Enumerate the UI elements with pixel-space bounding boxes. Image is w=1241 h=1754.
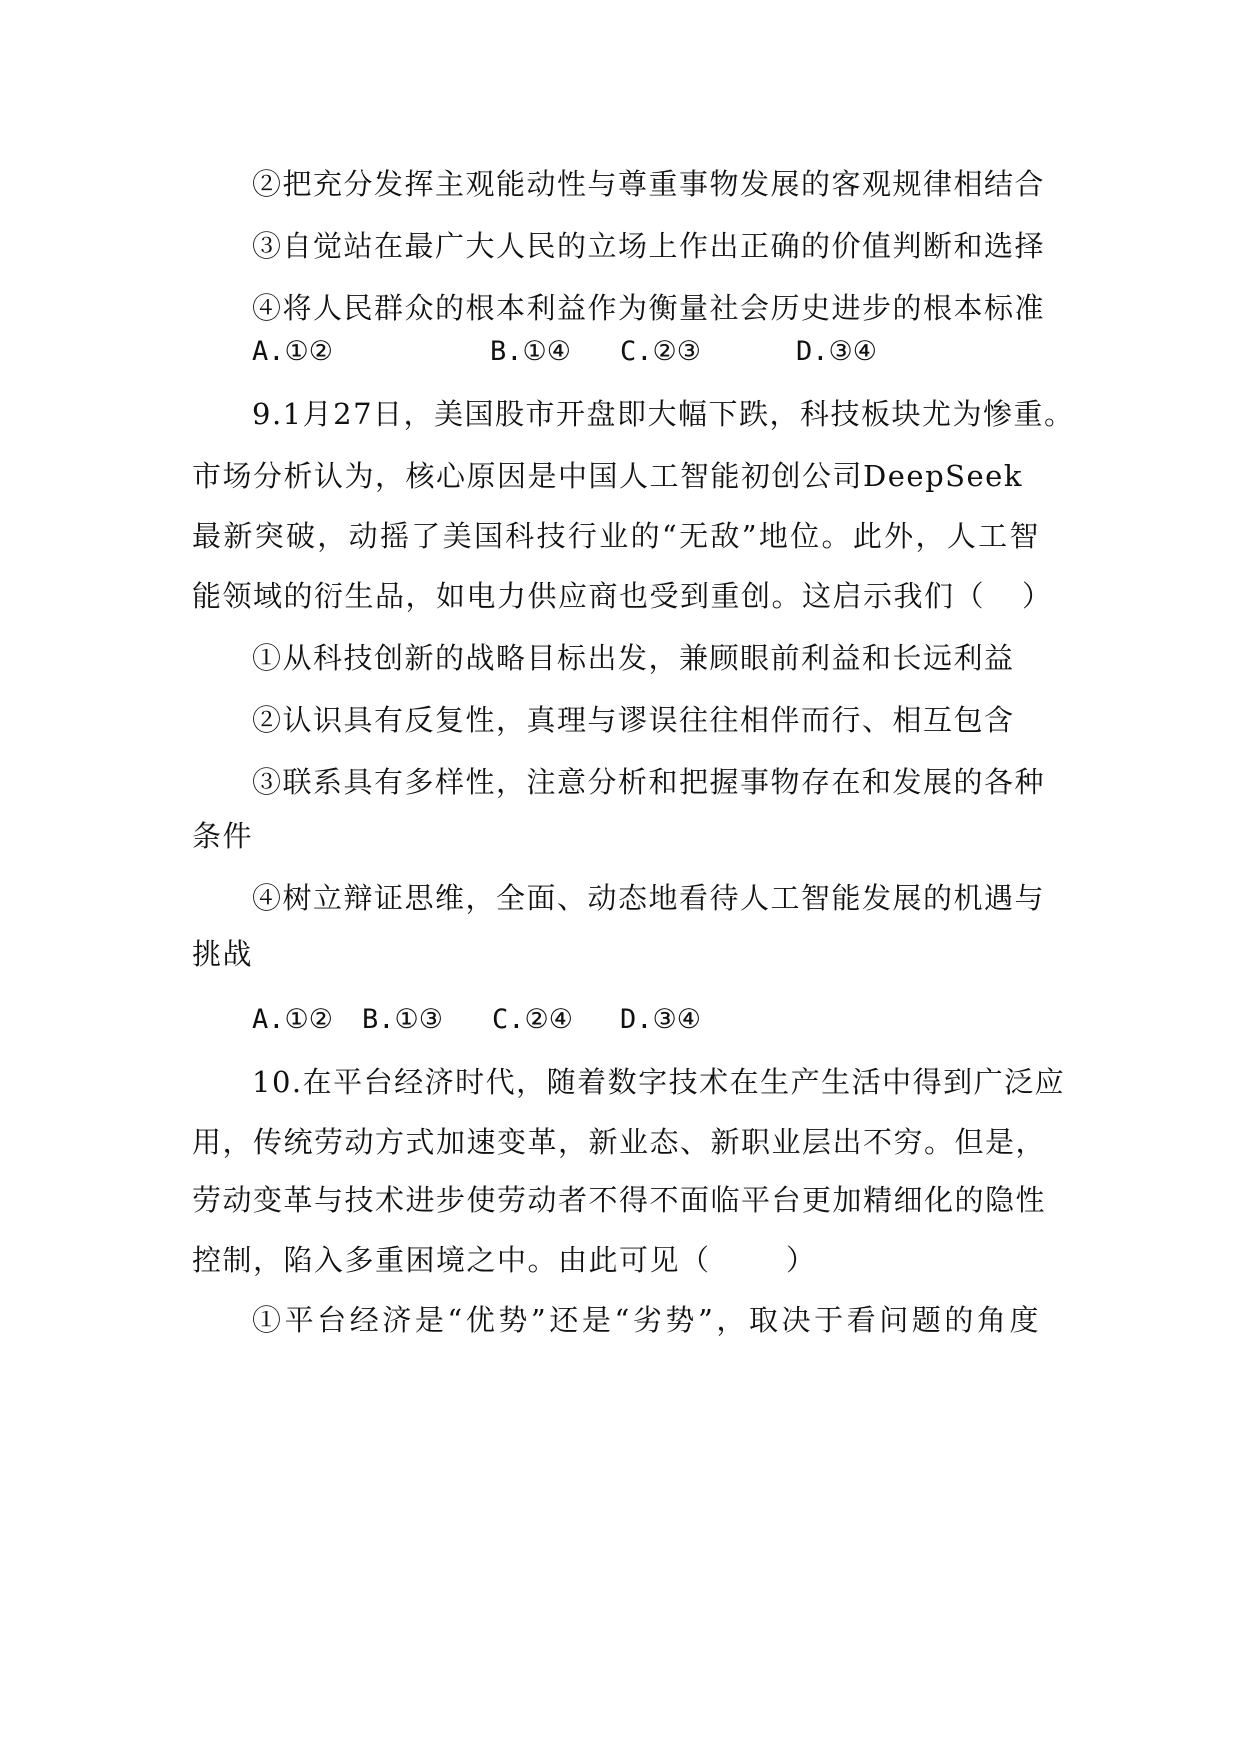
q8-option-b: B.①④ <box>490 336 571 367</box>
q9-option-b: B.①③ <box>362 1004 443 1035</box>
q8-option-a: A.①② <box>252 336 333 367</box>
q9-stem-text: 能领域的衍生品，如电力供应商也受到重创。这启示我们（ <box>192 579 986 613</box>
q8-statement-4: ④将人民群众的根本利益作为衡量社会历史进步的根本标准 <box>252 291 1046 325</box>
q9-stem-line-1: 9.1月27日，美国股市开盘即大幅下跌，科技板块尤为惨重。 <box>252 397 1075 431</box>
answer-blank-close-paren: ） <box>786 1243 817 1277</box>
q10-stem-text: 控制，陷入多重困境之中。由此可见（ <box>192 1243 711 1277</box>
q10-stem-line-4 <box>192 1238 1052 1282</box>
q8-option-d: D.③④ <box>796 336 877 367</box>
q10-statement-1: ①平台经济是“优势”还是“劣势”，取决于看问题的角度 <box>252 1303 1040 1337</box>
q10-stem-line-2: 用，传统劳动方式加速变革，新业态、新职业层出不穷。但是， <box>192 1125 1047 1159</box>
q9-stem-line-2: 市场分析认为，核心原因是中国人工智能初创公司DeepSeek <box>192 459 1023 493</box>
q9-statement-4: ④树立辩证思维，全面、动态地看待人工智能发展的机遇与 <box>252 881 1046 915</box>
answer-blank-close-paren: ） <box>1022 579 1053 613</box>
q8-statement-3: ③自觉站在最广大人民的立场上作出正确的价值判断和选择 <box>252 229 1046 263</box>
q8-option-c: C.②③ <box>620 336 701 367</box>
q9-stem-line-4 <box>192 574 1052 618</box>
q9-stem-line-3: 最新突破，动摇了美国科技行业的“无敌”地位。此外，人工智 <box>192 519 1040 553</box>
q9-statement-4-cont: 挑战 <box>192 937 254 971</box>
q9-option-a: A.①② <box>252 1004 333 1035</box>
q8-statement-2: ②把充分发挥主观能动性与尊重事物发展的客观规律相结合 <box>252 167 1046 201</box>
q9-statement-3-cont: 条件 <box>192 819 254 853</box>
q9-statement-1: ①从科技创新的战略目标出发，兼顾眼前利益和长远利益 <box>252 641 1015 675</box>
q9-statement-2: ②认识具有反复性，真理与谬误往往相伴而行、相互包含 <box>252 703 1015 737</box>
q10-stem-line-1: 10.在平台经济时代，随着数字技术在生产生活中得到广泛应 <box>252 1065 1066 1099</box>
q9-option-d: D.③④ <box>620 1004 701 1035</box>
q9-option-c: C.②④ <box>492 1004 573 1035</box>
q9-statement-3: ③联系具有多样性，注意分析和把握事物存在和发展的各种 <box>252 765 1046 799</box>
q10-stem-line-3: 劳动变革与技术进步使劳动者不得不面临平台更加精细化的隐性 <box>192 1183 1047 1217</box>
